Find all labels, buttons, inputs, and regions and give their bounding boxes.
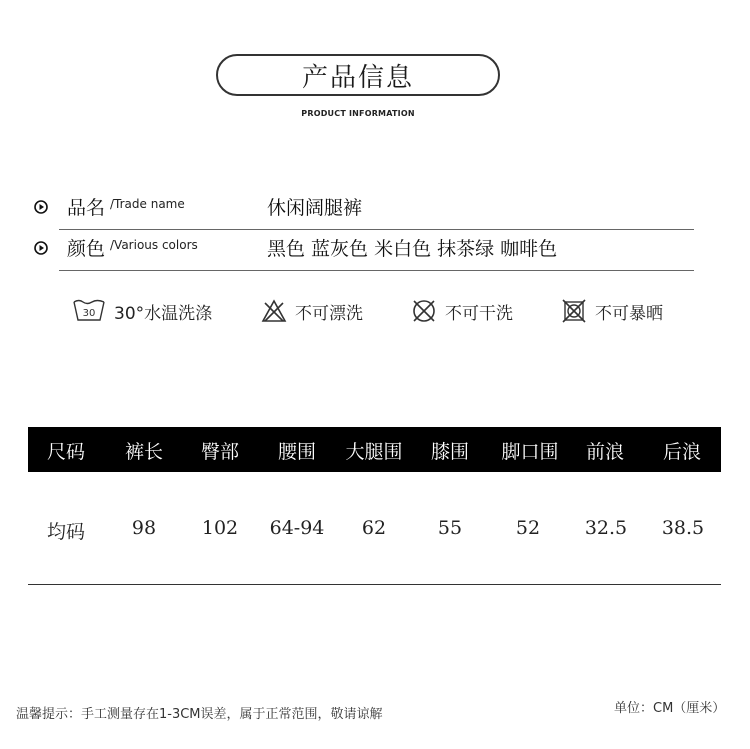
care-item-wash <box>72 295 212 327</box>
size-table-header <box>28 427 721 472</box>
divider <box>59 229 694 230</box>
section-title: 产品信息 <box>216 54 500 96</box>
info-row-colors <box>34 233 694 267</box>
divider <box>59 270 694 271</box>
play-circle-icon <box>34 200 48 214</box>
column-header: 臀部 <box>200 441 239 463</box>
colors-value: 黑色 蓝灰色 米白色 抹茶绿 咖啡色 <box>267 238 558 260</box>
table-cell: 55 <box>437 517 463 539</box>
column-header: 前浪 <box>585 441 624 463</box>
table-cell: 38.5 <box>661 517 705 539</box>
table-cell: 62 <box>361 517 387 539</box>
info-row-trade-name <box>34 192 694 226</box>
care-label-no-bleach: 不可漂洗 <box>295 303 363 324</box>
play-circle-icon <box>34 241 48 255</box>
trade-name-label-en: /Trade name <box>110 197 185 211</box>
care-label-no-sun: 不可暴晒 <box>595 303 663 324</box>
column-header: 腰围 <box>277 441 316 463</box>
no-bleach-icon <box>261 299 287 323</box>
trade-name-label: 品名 <box>67 197 106 219</box>
column-header: 裤长 <box>124 441 163 463</box>
table-cell: 52 <box>515 517 541 539</box>
no-dry-clean-icon <box>411 298 437 324</box>
care-label-no-dry-clean: 不可干洗 <box>445 303 513 324</box>
care-item-no-bleach <box>261 295 363 327</box>
column-header: 尺码 <box>46 441 85 463</box>
unit-note: 单位：CM（厘米） <box>614 701 726 716</box>
column-header: 脚口围 <box>501 441 559 463</box>
colors-label-en: /Various colors <box>110 238 198 252</box>
wash-30-icon <box>72 299 106 323</box>
care-label-wash: 30°水温洗涤 <box>114 303 213 324</box>
section-subtitle: PRODUCT INFORMATION <box>301 109 415 118</box>
column-header: 后浪 <box>662 441 701 463</box>
table-bottom-rule <box>28 584 721 585</box>
colors-label: 颜色 <box>67 238 106 260</box>
table-cell: 均码 <box>46 521 85 543</box>
table-cell: 32.5 <box>584 517 628 539</box>
no-tumble-dry-icon <box>561 298 587 324</box>
table-cell: 64-94 <box>269 517 325 539</box>
care-item-no-dry-clean <box>411 295 513 327</box>
care-item-no-sun <box>561 295 663 327</box>
wash-temperature-number: 30 <box>82 308 96 319</box>
table-cell: 102 <box>201 517 239 539</box>
trade-name-value: 休闲阔腿裤 <box>267 197 363 219</box>
measurement-note: 温馨提示：手工测量存在1-3CM误差，属于正常范围，敬请谅解 <box>16 707 383 722</box>
table-cell: 98 <box>131 517 157 539</box>
column-header: 膝围 <box>430 441 469 463</box>
column-header: 大腿围 <box>345 441 403 463</box>
